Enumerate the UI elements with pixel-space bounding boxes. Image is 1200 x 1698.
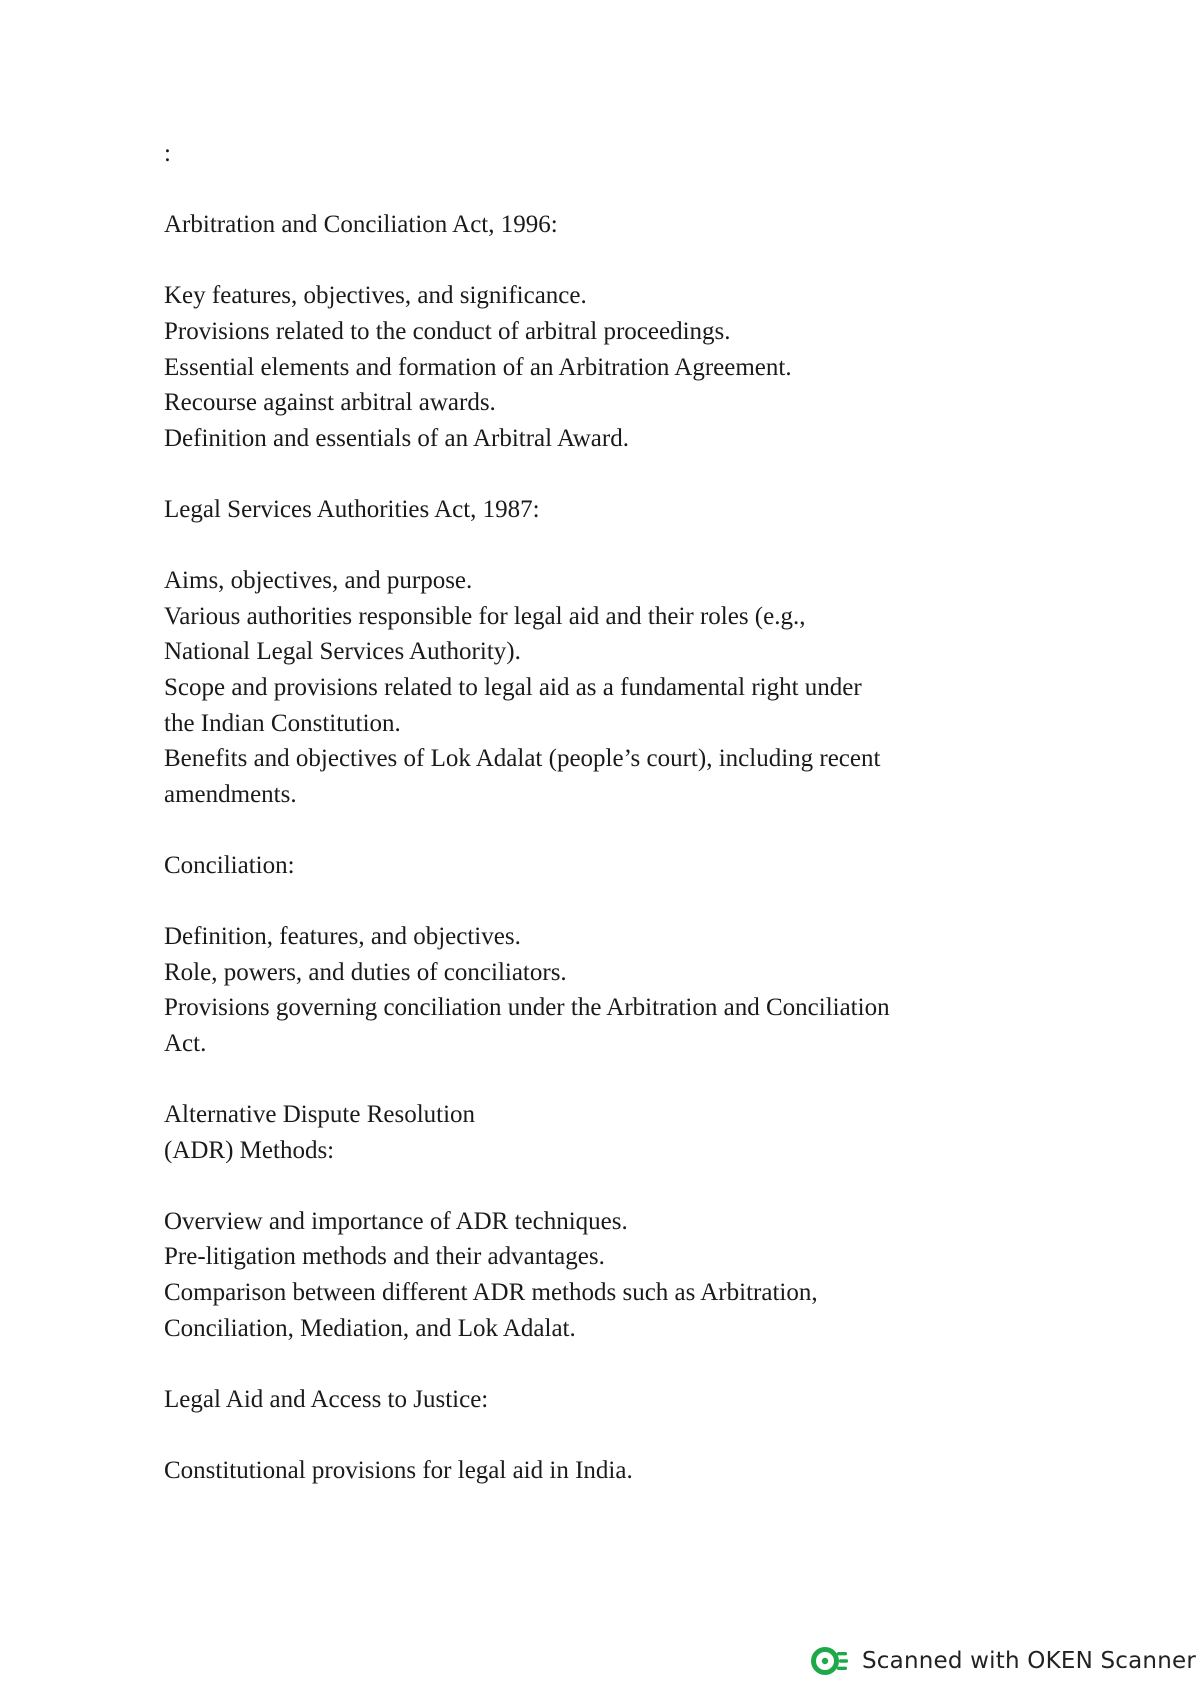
list-item: Scope and provisions related to legal aid as a fundamental right under [164, 673, 862, 701]
list-item: Act. [164, 1029, 207, 1057]
watermark-text: Scanned with OKEN Scanner [862, 1648, 1196, 1674]
list-item: the Indian Constitution. [164, 709, 401, 737]
list-item: Pre-litigation methods and their advantages. [164, 1243, 605, 1271]
list-item: Key features, objectives, and significance. [164, 282, 587, 310]
leading-colon: : [164, 140, 171, 167]
list-item: Definition, features, and objectives. [164, 923, 521, 951]
section-title-arbitration-act: Arbitration and Conciliation Act, 1996: [164, 211, 558, 239]
list-item: Recourse against arbitral awards. [164, 389, 496, 417]
list-item: amendments. [164, 780, 297, 808]
section-title-conciliation: Conciliation: [164, 851, 295, 879]
list-item: Provisions governing conciliation under the Arbitration and Conciliation [164, 994, 890, 1022]
section-title-adr-methods-line-2: (ADR) Methods: [164, 1136, 335, 1164]
oken-scanner-logo-icon [810, 1643, 850, 1679]
list-item: Essential elements and formation of an Arbitration Agreement. [164, 353, 792, 381]
list-item: Conciliation, Mediation, and Lok Adalat. [164, 1314, 576, 1342]
list-item: Various authorities responsible for legal aid and their roles (e.g., [164, 602, 806, 630]
list-item: National Legal Services Authority). [164, 638, 521, 666]
spacer [164, 1168, 1064, 1204]
spacer [164, 812, 1064, 848]
document-body [164, 136, 1064, 1489]
section-title-adr-methods-line-1: Alternative Dispute Resolution [164, 1101, 476, 1129]
list-item: Aims, objectives, and purpose. [164, 567, 473, 595]
list-item: Role, powers, and duties of conciliators. [164, 958, 567, 986]
section-title-legal-services-act: Legal Services Authorities Act, 1987: [164, 495, 540, 523]
list-item: Definition and essentials of an Arbitral Award. [164, 424, 629, 452]
spacer [164, 1061, 1064, 1097]
spacer [164, 456, 1064, 492]
list-item: Constitutional provisions for legal aid in India. [164, 1456, 633, 1484]
spacer [164, 1417, 1064, 1453]
spacer [164, 528, 1064, 564]
list-item: Benefits and objectives of Lok Adalat (people’s court), including recent [164, 745, 881, 773]
list-item: Overview and importance of ADR techniques. [164, 1207, 628, 1235]
list-item: Comparison between different ADR methods such as Arbitration, [164, 1279, 818, 1306]
scanner-watermark [810, 1643, 1196, 1679]
list-item: Provisions related to the conduct of arbitral proceedings. [164, 317, 731, 345]
section-title-legal-aid: Legal Aid and Access to Justice: [164, 1385, 489, 1413]
spacer [164, 243, 1064, 279]
spacer [164, 883, 1064, 919]
spacer [164, 1346, 1064, 1382]
spacer [164, 172, 1064, 208]
